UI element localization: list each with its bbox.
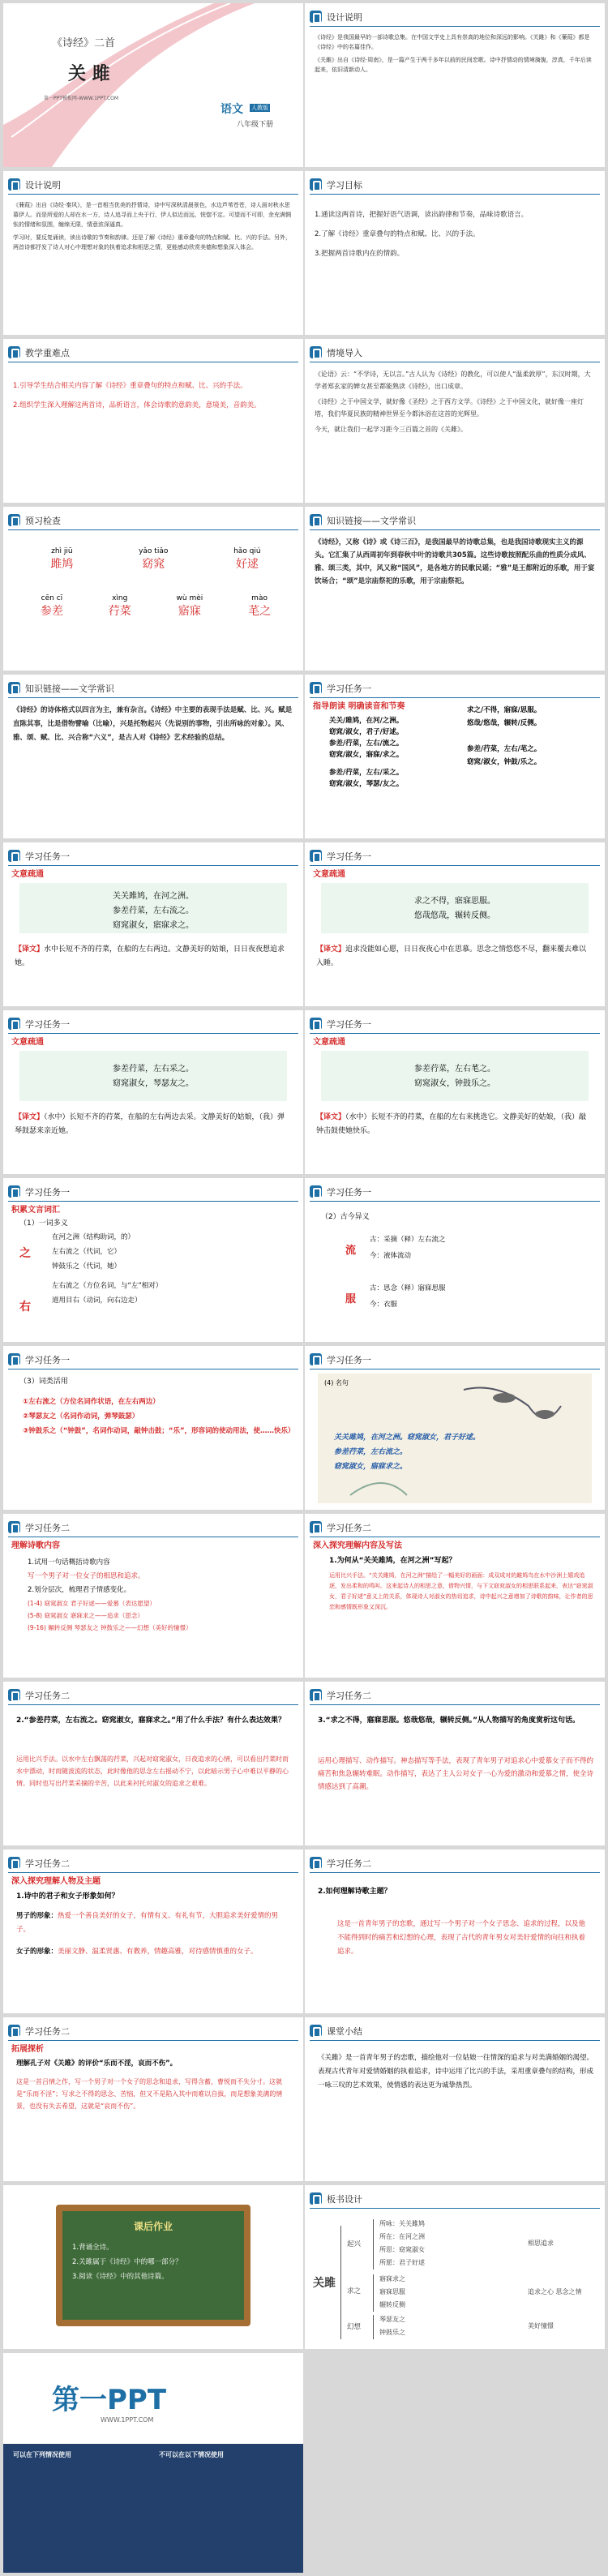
pinyin: cēn cī <box>41 594 63 602</box>
question: 2.划分层次，梳理君子情感变化。 <box>28 1586 131 1594</box>
poem-line: 求之/不得，寤寐/思服。 <box>467 706 542 714</box>
slide-header: 学习任务一 <box>25 1355 70 1365</box>
slide-header: 学习任务二 <box>25 2026 70 2037</box>
footer-url: WWW.1PPT.COM <box>101 2416 154 2424</box>
poem-line: 窈窕淑女，琴瑟友之。 <box>113 1079 194 1088</box>
book-icon <box>8 514 20 526</box>
translation-label: 【译文】 <box>316 945 346 954</box>
tree-leaf: 辗转反侧 <box>379 2301 405 2308</box>
sub-heading: (4) 名句 <box>324 1379 349 1387</box>
slide-translation-1[interactable] <box>3 842 303 1006</box>
hanzi: 雎鸠 <box>50 558 74 571</box>
footer-ad[interactable] <box>3 2353 303 2573</box>
vocab-word: 流 <box>345 1245 357 1257</box>
question: 理解孔子对《关雎》的评价“乐而不淫，哀而不伤”。 <box>16 2060 178 2068</box>
page-title: 关 雎 <box>68 64 110 84</box>
slide-famous-lines[interactable] <box>305 1346 605 1510</box>
slide-task2-extension[interactable] <box>3 2017 303 2181</box>
vocab-word: 服 <box>345 1293 357 1305</box>
paragraph: 今天，就让我们一起学习距今三百篇之首的《关雎》。 <box>315 426 467 433</box>
footer-right-title: 不可以在以下情况使用 <box>159 2451 224 2458</box>
slide-header: 设计说明 <box>327 12 362 23</box>
tree-branch: 起兴 <box>347 2240 362 2248</box>
slide-vocab-2[interactable] <box>305 1178 605 1342</box>
label: 女子的形象： <box>16 1948 58 1956</box>
book-icon <box>310 2192 322 2205</box>
book-icon <box>8 850 20 862</box>
pinyin: zhì jiū <box>51 547 73 555</box>
question: 1.诗中的君子和女子形象如何？ <box>16 1892 119 1901</box>
chalkboard-title: 课后作业 <box>133 2221 173 2232</box>
vocab-meaning: 古：采摘（释）左右流之 <box>370 1236 446 1244</box>
goal-item: 1.通读这两首诗，把握好语气语调，读出韵律和节奏，品味诗歌语言。 <box>315 211 529 219</box>
footer-logo: 第一PPT <box>52 2384 167 2416</box>
book-icon <box>310 1689 322 1701</box>
answer: 写一个男子对一位女子的相思和追求。 <box>28 1572 145 1580</box>
answer: 运用比兴手法。“关关雎鸠，在河之洲”描绘了一幅美好的画面：成双成对的雎鸠鸟在水中沙洲上嬉戏追逐，发出柔和的鸣叫。这来起诗人的相思之意，借物兴情，与下文窈窕淑女的相思联系起来，表达“窈窕淑女，君子好逑”意义上的关系，体现诗人对淑女的热切追求，诗中起兴之意增加了诗歌的韵味，让作者的思恋和感情既形象又深沉。 <box>329 1572 593 1610</box>
slide-header: 学习目标 <box>327 180 362 191</box>
slide-board-design[interactable] <box>305 2185 605 2349</box>
translation-text: 追求没能如心愿，日日夜夜心中在思慕。思念之情悠悠不尽，翻来覆去难以入睡。 <box>316 945 587 967</box>
slide-header: 知识链接——文学常识 <box>25 684 114 694</box>
poem-box <box>19 1051 287 1101</box>
homework-item: 3.阅读《诗经》中的其他诗篇。 <box>72 2273 169 2281</box>
goal-item: 3.把握两首诗歌内在的情韵。 <box>315 250 405 258</box>
hanzi: 寤寐 <box>178 605 201 618</box>
keypoint-item: 2.组织学生深入理解这两首诗，品析语言，体会诗歌的意韵美，意境美，音韵美。 <box>13 401 261 409</box>
vocab-item: ②琴瑟友之（名词作动词，弹琴鼓瑟） <box>23 1412 139 1421</box>
hanzi: 荇菜 <box>108 605 131 618</box>
book-icon <box>310 1857 322 1869</box>
vocab-meaning: 古：思念（释）寤寐思服 <box>370 1284 446 1292</box>
poem-line: 关关雎鸠，在河之洲。 <box>113 892 194 901</box>
book-icon <box>310 514 322 526</box>
section-tag: 指导朗读 明确读音和节奏 <box>313 702 405 711</box>
vocab-item: 在河之洲（结构助词，的） <box>52 1233 135 1241</box>
answer: 运用比兴手法。以水中左右飘荡的荇菜，兴起对窈窕淑女，日夜追求的心情，可以看出荇菜时而水中漂动，时而随波流的状态，此时像他的思念左右摇动不宁，以此暗示男子心中难以平静的心情。同时也写出荇菜采摘的辛苦，以此来衬托对淑女的追求之艰难。 <box>16 1755 289 1787</box>
tree-note: 相思追求 <box>528 2240 554 2247</box>
poem-box <box>321 1051 589 1101</box>
homework-item: 1.背诵全诗。 <box>72 2244 113 2252</box>
slide-goals[interactable] <box>305 171 605 335</box>
vocab-item: 左右流之（方位名词，与“左”相对） <box>52 1282 163 1290</box>
hanzi: 芼之 <box>248 605 272 618</box>
book-icon <box>8 1018 20 1030</box>
question: 1.试用一句话概括诗歌内容 <box>28 1558 110 1567</box>
answer: 这是一首青年男子的恋歌，通过写一个男子对一个女子思念、追求的过程，以及他不能得到时的痛苦和幻想的心理，表现了古代的青年男女对美好爱情的向往和执着追求。 <box>337 1920 586 1956</box>
book-icon <box>310 2025 322 2037</box>
answer: 这是一首吕情之作，写一个男子对一个女子的思念和追求，写得含蓄，曹悦而不失分寸。这就是“乐而不淫”；写求之不得的思念、苦恼，但又不是陷入其中而难以自拔，而是想象美满的情景，也没有失去希望，这就是“哀而不伤”。 <box>16 2078 283 2110</box>
poem-line: 窈窕/淑女，寤寐/求之。 <box>329 751 404 759</box>
section-tag: 积累文言词汇 <box>11 1206 60 1215</box>
book-icon <box>8 682 20 694</box>
brand: 语文 <box>221 103 243 116</box>
poem-line: 关关雎鸠，在河之洲。窈窕淑女，君子好逑。 <box>334 1434 481 1442</box>
tree-root: 关雎 <box>313 2277 336 2290</box>
poem-line: 参差荇菜，左右芼之。 <box>414 1065 495 1074</box>
section-tag: 深入探究理解人物及主题 <box>11 1877 101 1886</box>
translation-text: （水中）长短不齐的荇菜，在船的左右来挑选它。文静美好的姑娘，（我）敲钟击鼓使她快乐。 <box>316 1113 587 1135</box>
tree-leaf: 寤寐求之 <box>379 2275 405 2282</box>
footer-left-title: 可以在下列情况使用 <box>13 2451 71 2458</box>
translation-label: 【译文】 <box>15 945 45 954</box>
poem-line: 窈窕淑女，钟鼓乐之。 <box>414 1079 495 1088</box>
poem-line: 参差/荇菜，左右/采之。 <box>329 769 404 777</box>
answer: (5-8) 窈窕淑女 寤寐求之——追求（思念） <box>28 1612 143 1619</box>
book-icon <box>8 178 20 191</box>
goal-item: 2.了解《诗经》重章叠句的特点和赋、比、兴的手法。 <box>315 230 480 238</box>
section-tag: 理解诗歌内容 <box>11 1541 60 1550</box>
poem-line: 悠哉悠哉，辗转反侧。 <box>414 911 495 920</box>
slide-task2-theme[interactable] <box>305 1849 605 2013</box>
book-icon <box>8 1689 20 1701</box>
poem-line: 参差荇菜，左右流之。 <box>113 907 194 915</box>
footer-panel <box>3 2444 303 2573</box>
slide-header: 学习任务一 <box>25 1187 70 1198</box>
sub-heading: （3）词类活用 <box>19 1378 68 1386</box>
slide-header: 学习任务二 <box>25 1523 70 1533</box>
book-icon <box>310 850 322 862</box>
section-tag: 拓展探析 <box>11 2045 44 2054</box>
book-icon <box>310 11 322 23</box>
poem-line: 求之不得，寤寐思服。 <box>414 897 495 906</box>
slide-intro[interactable] <box>305 339 605 503</box>
slide-task2-q2[interactable] <box>3 1682 303 1845</box>
slide-header: 学习任务一 <box>327 684 371 694</box>
track-decoration <box>3 3 303 167</box>
paragraph: 《诗经》，又称《诗》或《诗三百》，是我国最早的诗歌总集，也是我国诗歌现实主义的源头。它汇集了从西周初年到春秋中叶的诗歌共305篇。这些诗歌按照配乐曲的性质分成风、雅、颂三类，其中，风又称“国风”，是各地方的民歌民谣；“雅”是王都附近的乐歌，用于宴饮场合；“颂”是宗庙祭祀的乐歌，用于宗庙祭祀。 <box>315 538 595 585</box>
translation-text: （水中）长短不齐的荇菜，在船的左右两边去采。文静美好的姑娘，（我）弹琴鼓瑟来亲近她。 <box>15 1113 285 1135</box>
paragraph: 《诗经》之于中国文学，就好像《圣经》之于西方文学。《诗经》之于中国文化，就好像一座灯塔，我们华夏民族的精神世界至今都沐浴在这首的光辉里。 <box>315 398 584 418</box>
chalkboard <box>56 2205 250 2326</box>
slide-header: 学习任务一 <box>327 1019 371 1030</box>
book-icon <box>310 682 322 694</box>
section-tag: 文意疏通 <box>11 1038 44 1047</box>
slide-design-2[interactable] <box>3 171 303 335</box>
slide-header: 学习任务二 <box>327 1523 371 1533</box>
book-icon <box>310 346 322 358</box>
book-icon <box>8 1521 20 1533</box>
answer: 运用心理描写、动作描写。神态描写等手法，表现了青年男子对追求心中爱慕女子而不得的痛苦和焦急辗转难眠。动作描写，表达了主人公对女子一心为爱的激动和爱慕之情，使全诗情感达到了高潮。 <box>318 1757 594 1791</box>
grade: 八年级下册 <box>237 121 274 129</box>
slide-task2-characters[interactable] <box>3 1849 303 2013</box>
slide-header: 情境导入 <box>327 348 362 358</box>
slide-keypoints[interactable] <box>3 339 303 503</box>
translation-label: 【译文】 <box>316 1113 346 1121</box>
vocab-item: 道用目右（动词，向右边走） <box>52 1297 142 1305</box>
poem-line: 窈窕/淑女，琴瑟/友之。 <box>329 780 404 788</box>
question: 2.“参差荇菜，左右流之。窈窕淑女，寤寐求之。”用了什么手法？有什么表达效果？ <box>16 1717 286 1725</box>
vocab-item: ①左右流之（方位名词作状语，在左右两边） <box>23 1398 160 1406</box>
section-tag: 文意疏通 <box>313 1038 345 1047</box>
book-icon <box>8 346 20 358</box>
tree-leaf: 钟鼓乐之 <box>379 2329 405 2336</box>
answer: 美丽文静、温柔贤惠、有教养，情趣高雅，对待感情慎重的女子。 <box>58 1948 258 1956</box>
poem-line: 参差荇菜，左右流之。 <box>334 1448 408 1456</box>
vocab-meaning: 今：液体流动 <box>370 1252 412 1260</box>
slide-task2-q3[interactable] <box>305 1682 605 1845</box>
poem-line: 悠哉/悠哉，辗转/反侧。 <box>467 719 542 727</box>
pinyin: yǎo tiǎo <box>139 547 169 555</box>
paragraph: 《论语》云：“不学诗，无以言。”古人认为《诗经》的教化，可以使人“温柔敦厚”，东汉时期，大学者郑玄家的婢女甚至都能熟读《诗经》，出口成章。 <box>315 371 591 390</box>
section-tag: 深入探究理解内容及写法 <box>313 1541 402 1550</box>
tree-branch: 求之 <box>347 2287 362 2295</box>
hanzi: 窈窕 <box>142 558 165 571</box>
slide-homework[interactable] <box>3 2185 303 2349</box>
translation-label: 【译文】 <box>15 1113 45 1121</box>
answer: (1-4) 窈窕淑女 君子好逑——爱慕（表达愿望） <box>28 1600 156 1607</box>
tree-leaf: 所在：在河之洲 <box>379 2233 425 2240</box>
slide-header: 预习检查 <box>25 516 61 526</box>
slide-header: 学习任务一 <box>25 1019 70 1030</box>
question: 3.“求之不得，寤寐思服。悠哉悠哉，辗转反侧。”从人物描写的角度赏析这句话。 <box>318 1717 580 1725</box>
slide-header: 教学重难点 <box>25 348 70 358</box>
slide-vocab-3[interactable] <box>3 1346 303 1510</box>
sub-heading: （2）古今异义 <box>321 1213 370 1221</box>
translation-text: 水中长短不齐的荇菜，在船的左右两边。文静美好的姑娘，日日夜夜想追求她。 <box>15 945 285 967</box>
question: 1.为何从“关关雎鸠，在河之洲”写起？ <box>329 1557 456 1565</box>
slide-vocab-1[interactable]: 学习任务一 积累文言词汇 （1）一词多义 之 右 在河之洲（结构助词，的） 左右流之（代词，它） 钟鼓乐之（代词，她） 左右流之（方位名词，与“左”相对） 道用目右（动词，向右边走） <box>3 1178 303 1342</box>
edition: 人教版 <box>251 105 268 111</box>
paragraph: 《诗经》的诗体格式以四言为主，兼有杂言。《诗经》中主要的表现手法是赋、比、兴。赋是直陈其事，比是借物譬喻（比喻），兴是托物起兴（先说别的事物，引出所咏的对象）。风、雅、颂、赋、比、兴合称“六义”，是古人对《诗经》艺术经验的总结。 <box>13 706 293 742</box>
poem-line: 参差荇菜，左右采之。 <box>113 1065 194 1074</box>
answer: (9-16) 辗转反侧 琴瑟友之 钟鼓乐之——幻想（美好的憧憬） <box>28 1624 192 1631</box>
book-icon <box>310 1185 322 1198</box>
slide-header: 学习任务一 <box>327 1187 371 1198</box>
paragraph: 《诗经》是我国最早的一部诗歌总集。在中国文学史上具有崇高的地位和深远的影响。《关雎》和《蒹葭》都是《诗经》中的名篇佳作。 <box>315 34 590 50</box>
vocab-item: 左右流之（代词，它） <box>52 1248 122 1256</box>
pinyin: wù mèi <box>176 594 203 602</box>
summary-text: 《关雎》是一首青年男子的恋歌，描绘他对一位姑娘一往情深的追求与对美满婚姻的渴望。表现古代青年对爱情婚姻的执着追求，诗中运用了比兴的手法，采用重章叠句的结构，形成一咏三叹的艺术效果，使情感的表达更为诚挚热烈。 <box>318 2054 594 2090</box>
slide-summary[interactable] <box>305 2017 605 2181</box>
book-icon <box>310 1018 322 1030</box>
section-tag: 文意疏通 <box>11 870 44 879</box>
book-icon <box>8 1353 20 1365</box>
ink-painting <box>318 1374 592 1503</box>
poem-line: 关关/雎鸠，在河/之洲。 <box>329 717 404 725</box>
slide-header: 设计说明 <box>25 180 61 191</box>
poem-line: 窈窕淑女，寤寐求之。 <box>334 1463 408 1471</box>
slide-header: 学习任务一 <box>25 851 70 862</box>
paragraph: 学习时，要反复诵读，读出诗歌的节奏和韵律。还是了解《诗经》重章叠句的特点和赋、比、兴的手法。另外，两首诗都抒发了诗人对心中理想对象的执着追求和相思之情，更能感动欣赏美德和想象深入体会。 <box>13 234 291 251</box>
pinyin: mào <box>251 594 268 602</box>
slide-header: 学习任务二 <box>327 1691 371 1701</box>
cover-footer: 第一PPT模板网-WWW.1PPT.COM <box>44 96 119 101</box>
tree-leaf: 所愿：君子好逑 <box>379 2259 425 2266</box>
tree-note: 追求之心 思念之情 <box>528 2288 582 2295</box>
slide-header: 知识链接——文学常识 <box>327 516 416 526</box>
pinyin: hǎo qiú <box>233 547 261 555</box>
book-title: 《诗经》二首 <box>52 37 116 49</box>
vocab-meaning: 今：衣服 <box>370 1301 398 1309</box>
tree-leaf: 所咏：关关雎鸠 <box>379 2220 425 2227</box>
slide-design-1[interactable] <box>305 3 605 167</box>
slide-translation-4[interactable] <box>305 1010 605 1174</box>
poem-line: 窈窕/淑女，钟鼓/乐之。 <box>467 758 542 766</box>
slide-knowledge-1[interactable] <box>305 507 605 671</box>
hanzi: 参差 <box>40 605 63 618</box>
slide-task2-technique[interactable] <box>305 1514 605 1678</box>
section-tag: 文意疏通 <box>313 870 345 879</box>
poem-line: 参差/荇菜，左右/流之。 <box>329 739 404 748</box>
pinyin: xìng <box>112 594 128 602</box>
slide-task2-content[interactable] <box>3 1514 303 1678</box>
sub-heading: （1）一词多义 <box>19 1219 68 1228</box>
paragraph: 《关雎》出自《诗经·周南》，是一篇产生于两千多年以前的民间恋歌。诗中抒情动的情境旖旎，淳真，千年后读起来，依旧清新动人。 <box>315 57 592 73</box>
vocab-item: 钟鼓乐之（代词，她） <box>52 1262 122 1271</box>
book-icon <box>8 1185 20 1198</box>
poem-box <box>19 883 287 933</box>
tree-leaf: 所思：窈窕淑女 <box>379 2246 425 2253</box>
book-icon <box>8 1857 20 1869</box>
tree-note: 美好憧憬 <box>528 2322 554 2330</box>
poem-line: 窈窕/淑女，君子/好逑。 <box>329 728 404 736</box>
book-icon <box>310 1353 322 1365</box>
slide-translation-2[interactable] <box>305 842 605 1006</box>
slide-header: 板书设计 <box>327 2194 362 2205</box>
homework-item: 2.关雎属于《诗经》中的哪一部分？ <box>72 2258 182 2266</box>
book-icon <box>310 1521 322 1533</box>
hanzi: 好逑 <box>235 558 259 571</box>
slide-header: 学习任务二 <box>327 1858 371 1869</box>
slide-header: 学习任务二 <box>25 1691 70 1701</box>
book-icon <box>310 178 322 191</box>
slide-knowledge-2[interactable] <box>3 675 303 838</box>
tree-leaf: 寤寐思服 <box>379 2288 405 2295</box>
tree-leaf: 琴瑟友之 <box>379 2316 405 2323</box>
slide-header: 学习任务一 <box>327 1355 371 1365</box>
paragraph: 《蒹葭》出自《诗经·秦风》，是一首相当优美的抒情诗，诗中写深秋清晨景色，水边芦苇苍苍，诗人面对秋水思慕伊人。而是所爱的人却在水一方，诗人追寻而上央于行，伊人似近而远，恍惚不定。可望而不可即，余充满惆怅的情绪和氛围，缠绵无限，情意浓深逼真。 <box>13 202 291 228</box>
board-tree <box>313 2218 597 2347</box>
poem-box <box>321 883 589 933</box>
tree-branch: 幻想 <box>347 2323 362 2331</box>
poem-line: 窈窕淑女，寤寐求之。 <box>113 921 194 930</box>
slide-preview-check[interactable] <box>3 507 303 671</box>
answer: 热爱一个善良美好的女子，有情有义、有礼有节，大胆追求美好爱情的男子。 <box>16 1912 279 1934</box>
poem-line: 参差/荇菜，左右/芼之。 <box>467 745 542 753</box>
slide-translation-3[interactable] <box>3 1010 303 1174</box>
label: 男子的形象： <box>16 1912 58 1920</box>
keypoint-item: 1.引导学生结合相关内容了解《诗经》重章叠句的特点和赋、比、兴的手法。 <box>13 382 247 390</box>
slide-header: 课堂小结 <box>327 2026 362 2037</box>
slide-reading[interactable] <box>305 675 605 838</box>
book-icon <box>8 2025 20 2037</box>
cover-slide[interactable] <box>3 3 303 167</box>
slide-header: 学习任务二 <box>25 1858 70 1869</box>
question: 2.如何理解诗歌主题？ <box>318 1888 392 1896</box>
slide-header: 学习任务一 <box>327 851 371 862</box>
vocab-item: ③钟鼓乐之（“钟鼓”，名词作动词，敲钟击鼓；“乐”，形容词的使动用法，使……快乐） <box>23 1427 295 1435</box>
